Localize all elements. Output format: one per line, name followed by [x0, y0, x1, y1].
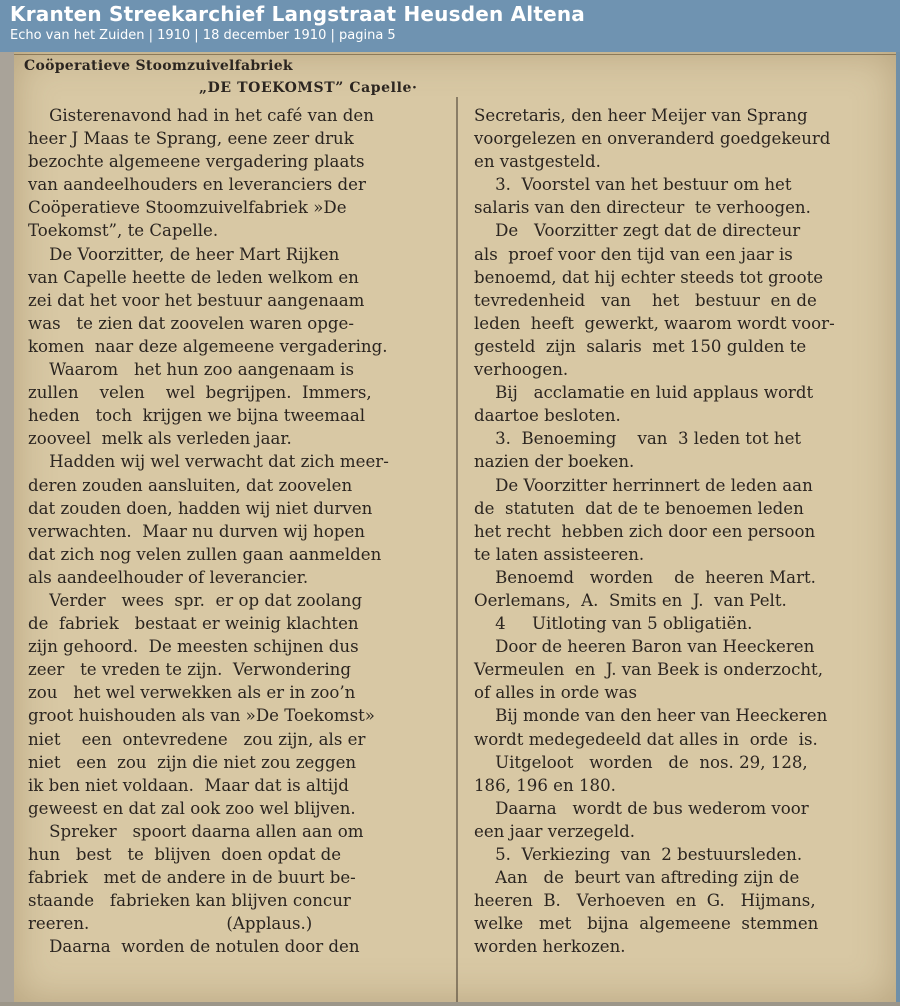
text-line: welke met bijna algemeene stemmen	[474, 914, 819, 934]
text-line: 3. Benoeming van 3 leden tot het	[474, 429, 802, 449]
text-line: geweest en dat zal ook zoo wel blijven.	[28, 798, 356, 818]
page-breadcrumb: Echo van het Zuiden | 1910 | 18 december 1910 | pagina 5	[10, 28, 396, 43]
bottom-border	[0, 1002, 900, 1006]
text-line: gesteld zijn salaris met 150 gulden te	[474, 336, 807, 356]
text-line: zei dat het voor het bestuur aangenaam	[28, 290, 365, 310]
text-line: Uitgeloot worden de nos. 29, 128,	[474, 752, 808, 772]
text-line: tevredenheid van het bestuur en de	[474, 290, 817, 310]
text-line: te laten assisteeren.	[474, 544, 645, 564]
article-headline: Coöperatieve Stoomzuivelfabriek	[24, 58, 293, 74]
text-line: de fabriek bestaat er weinig klachten	[28, 614, 359, 634]
text-line: Verder wees spr. er op dat zoolang	[28, 590, 363, 610]
text-line: De Voorzitter zegt dat de directeur	[474, 221, 801, 241]
text-line: leden heeft gewerkt, waarom wordt voor-	[474, 313, 835, 333]
text-line: Spreker spoort daarna allen aan om	[28, 821, 364, 841]
text-line: Aan de beurt van aftreding zijn de	[474, 868, 800, 888]
text-line: de statuten dat de te benoemen leden	[474, 498, 804, 518]
text-line: een jaar verzegeld.	[474, 821, 636, 841]
text-line: wordt medegedeeld dat alles in orde is.	[474, 729, 818, 749]
text-line: verhoogen.	[474, 360, 569, 380]
text-line: en vastgesteld.	[474, 152, 601, 172]
text-line: ik ben niet voldaan. Maar dat is altijd	[28, 775, 349, 795]
text-line: deren zouden aansluiten, dat zoovelen	[28, 475, 353, 495]
text-line: Bij monde van den heer van Heeckeren	[474, 706, 828, 726]
text-line: nazien der boeken.	[474, 452, 635, 472]
text-line: 186, 196 en 180.	[474, 775, 616, 795]
text-line: Coöperatieve Stoomzuivelfabriek »De	[28, 198, 347, 218]
text-line: Door de heeren Baron van Heeckeren	[474, 637, 815, 657]
text-line: of alles in orde was	[474, 683, 638, 703]
text-line: heeren B. Verhoeven en G. Hijmans,	[474, 891, 816, 911]
text-line: Hadden wij wel verwacht dat zich meer-	[28, 452, 389, 472]
text-line: zijn gehoord. De meesten schijnen dus	[28, 637, 359, 657]
text-line: De Voorzitter, de heer Mart Rijken	[28, 244, 340, 264]
text-line: hun best te blijven doen opdat de	[28, 845, 342, 864]
text-line: van aandeelhouders en leveranciers der	[28, 175, 366, 195]
text-line: De Voorzitter herrinnert de leden aan	[474, 475, 813, 495]
text-line: 4 Uitloting van 5 obligatiën.	[474, 614, 753, 634]
scan-border	[0, 52, 14, 1006]
article-subheadline: „DE TOEKOMST” Capelle·	[199, 80, 418, 96]
text-line: Daarna wordt de bus wederom voor	[474, 798, 809, 818]
text-line: niet een ontevredene zou zijn, als er	[28, 729, 366, 749]
text-line: Waarom het hun zoo aangenaam is	[28, 360, 354, 380]
text-line: dat zich nog velen zullen gaan aanmelden	[28, 544, 382, 564]
left-column	[28, 104, 448, 958]
text-line: van Capelle heette de leden welkom en	[28, 267, 359, 287]
top-rule	[14, 54, 896, 55]
text-line: Benoemd worden de heeren Mart.	[474, 567, 816, 587]
text-line: heden toch krijgen we bijna tweemaal	[28, 406, 366, 426]
text-line: Gisterenavond had in het café van den	[28, 106, 374, 125]
text-line: Toekomst”, te Capelle.	[28, 221, 219, 241]
text-line: als aandeelhouder of leverancier.	[28, 567, 309, 587]
text-line: was te zien dat zoovelen waren opge-	[28, 313, 354, 333]
text-line: groot huishouden als van »De Toekomst»	[28, 706, 375, 726]
text-line: reeren. (Applaus.)	[28, 914, 313, 934]
text-line: zou het wel verwekken als er in zoo’n	[28, 683, 356, 703]
text-line: Secretaris, den heer Meijer van Sprang	[474, 106, 808, 125]
text-line: voorgelezen en onveranderd goedgekeurd	[474, 129, 831, 149]
text-line: zeer te vreden te zijn. Verwondering	[28, 660, 351, 680]
text-line: dat zouden doen, hadden wij niet durven	[28, 498, 373, 518]
text-line: heer J Maas te Sprang, eene zeer druk	[28, 129, 354, 149]
text-line: verwachten. Maar nu durven wij hopen	[28, 521, 365, 541]
text-line: salaris van den directeur te verhoogen.	[474, 198, 811, 218]
text-line: als proef voor den tijd van een jaar is	[474, 244, 793, 264]
text-line: het recht hebben zich door een persoon	[474, 521, 816, 541]
site-header	[0, 0, 900, 52]
text-line: Oerlemans, A. Smits en J. van Pelt.	[474, 590, 787, 610]
text-line: staande fabrieken kan blijven concur	[28, 891, 351, 911]
column-divider	[456, 97, 458, 1002]
text-line: fabriek met de andere in de buurt be-	[28, 868, 356, 888]
text-line: worden herkozen.	[474, 937, 626, 957]
text-line: 5. Verkiezing van 2 bestuursleden.	[474, 845, 803, 864]
text-line: Daarna worden de notulen door den	[28, 937, 360, 957]
text-line: benoemd, dat hij echter steeds tot groote	[474, 267, 824, 287]
newspaper-scan	[14, 52, 896, 1002]
text-line: niet een zou zijn die niet zou zeggen	[28, 752, 357, 772]
text-line: zooveel melk als verleden jaar.	[28, 429, 292, 449]
archive-title: Kranten Streekarchief Langstraat Heusden Altena	[10, 2, 585, 26]
text-line: zullen velen wel begrijpen. Immers,	[28, 383, 372, 403]
text-line: 3. Voorstel van het bestuur om het	[474, 175, 792, 195]
text-line: Vermeulen en J. van Beek is onderzocht,	[474, 660, 823, 680]
right-column	[474, 104, 884, 958]
text-line: Bij acclamatie en luid applaus wordt	[474, 383, 814, 403]
text-line: komen naar deze algemeene vergadering.	[28, 336, 388, 356]
text-line: daartoe besloten.	[474, 406, 621, 426]
text-line: bezochte algemeene vergadering plaats	[28, 152, 365, 172]
